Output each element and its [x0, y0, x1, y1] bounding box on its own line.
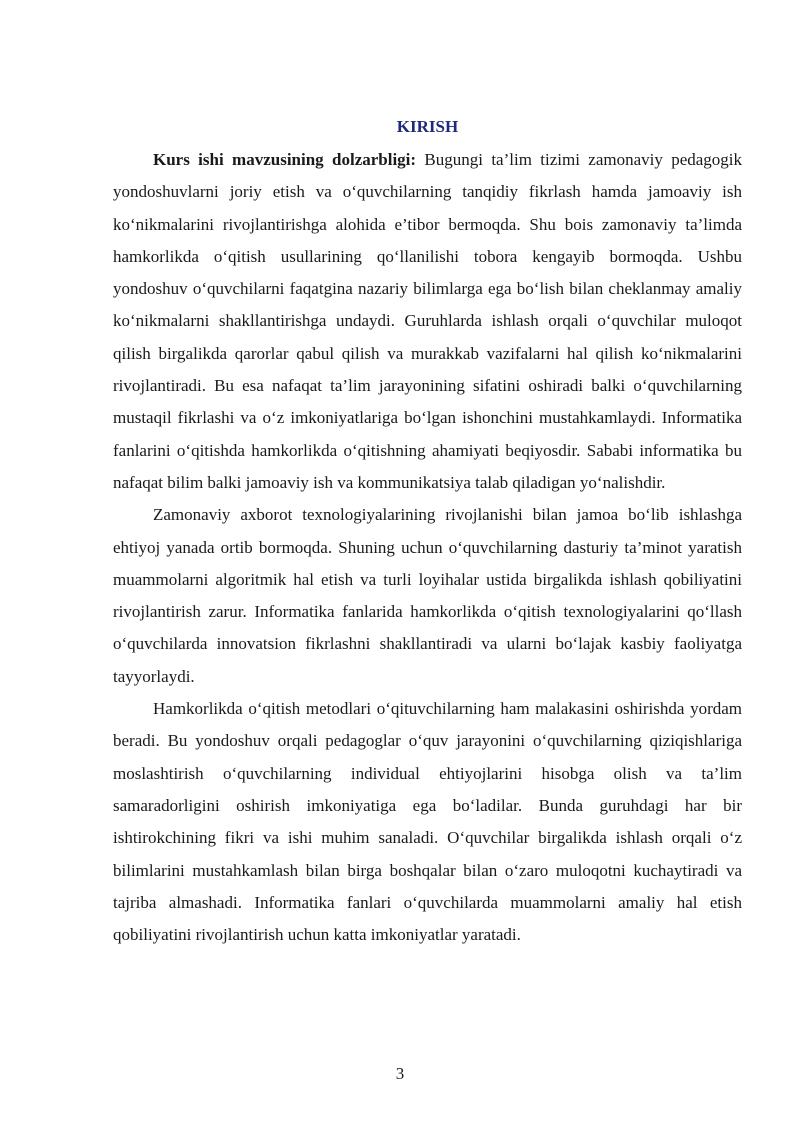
paragraph-lead: Kurs ishi mavzusining dolzarbligi:	[153, 150, 417, 169]
paragraph-methods: Hamkorlikda o‘qitish metodlari o‘qituvchilarning ham malakasini oshirishda yordam beradi. Bu yondoshuv orqali pedagoglar o‘quv jarayonini o‘quvchilarning qiziqishlariga moslashtirish o‘quvchilarning individual ehtiyojlarini hisobga olish va ta’lim samaradorligini oshirish imkoniyatiga ega bo‘ladilar. Bunda guruhdagi har bir ishtirokchining fikri va ishi muhim sanaladi. O‘quvchilar birgalikda ishlash orqali o‘z bilimlarini mustahkamlash bilan birga boshqalar bilan o‘zaro muloqotni kuchaytiradi va tajriba almashadi. Informatika fanlari o‘quvchilarda muammolarni amaliy hal etish qobiliyatini rivojlantirish uchun katta imkoniyatlar yaratadi.	[113, 699, 742, 945]
paragraph-text: Bugungi ta’lim tizimi zamonaviy pedagogik yondoshuvlarni joriy etish va o‘quvchilarning tanqidiy fikrlash hamda jamoaviy ish ko‘nikmalarini rivojlantirishga alohida e’tibor bermoqda. Shu bois zamonaviy ta’limda hamkorlikda o‘qitish usullarining qo‘llanilishi tobora kengayib bormoqda. Ushbu yondoshuv o‘quvchilarni faqatgina nazariy bilimlarga ega bo‘lish bilan cheklanmay amaliy ko‘nikmalarni shakllantirishga undaydi. Guruhlarda ishlash orqali o‘quvchilar muloqot qilish birgalikda qarorlar qabul qilish va murakkab vazifalarni hal qilish ko‘nikmalarini rivojlantiradi. Bu esa nafaqat ta’lim jarayonining sifatini oshiradi balki o‘quvchilarning mustaqil fikrlashi va o‘z imkoniyatlariga bo‘lgan ishonchini mustahkamlaydi. Informatika fanlarini o‘qitishda hamkorlikda o‘qitishning ahamiyati beqiyosdir. Sababi informatika bu nafaqat bilim balki jamoaviy ish va kommunikatsiya talab qiladigan yo‘nalishdir.	[113, 150, 743, 492]
paragraph-technology: Zamonaviy axborot texnologiyalarining rivojlanishi bilan jamoa bo‘lib ishlashga ehtiyoj yanada ortib bormoqda. Shuning uchun o‘quvchilarning dasturiy ta’minot yaratish muammolarni algoritmik hal etish va turli loyihalar ustida birgalikda ishlash qobiliyatini rivojlantirish zarur. Informatika fanlarida hamkorlikda o‘qitish texnologiyalarini qo‘llash o‘quvchilarda innovatsion fikrlashni shakllantiradi va ularni bo‘lajak kasbiy faoliyatga tayyorlaydi.	[113, 505, 742, 686]
page-number: 3	[395, 1064, 405, 1083]
section-heading: KIRISH	[396, 117, 459, 136]
document-page	[113, 112, 742, 951]
paragraph-relevance	[113, 144, 742, 499]
